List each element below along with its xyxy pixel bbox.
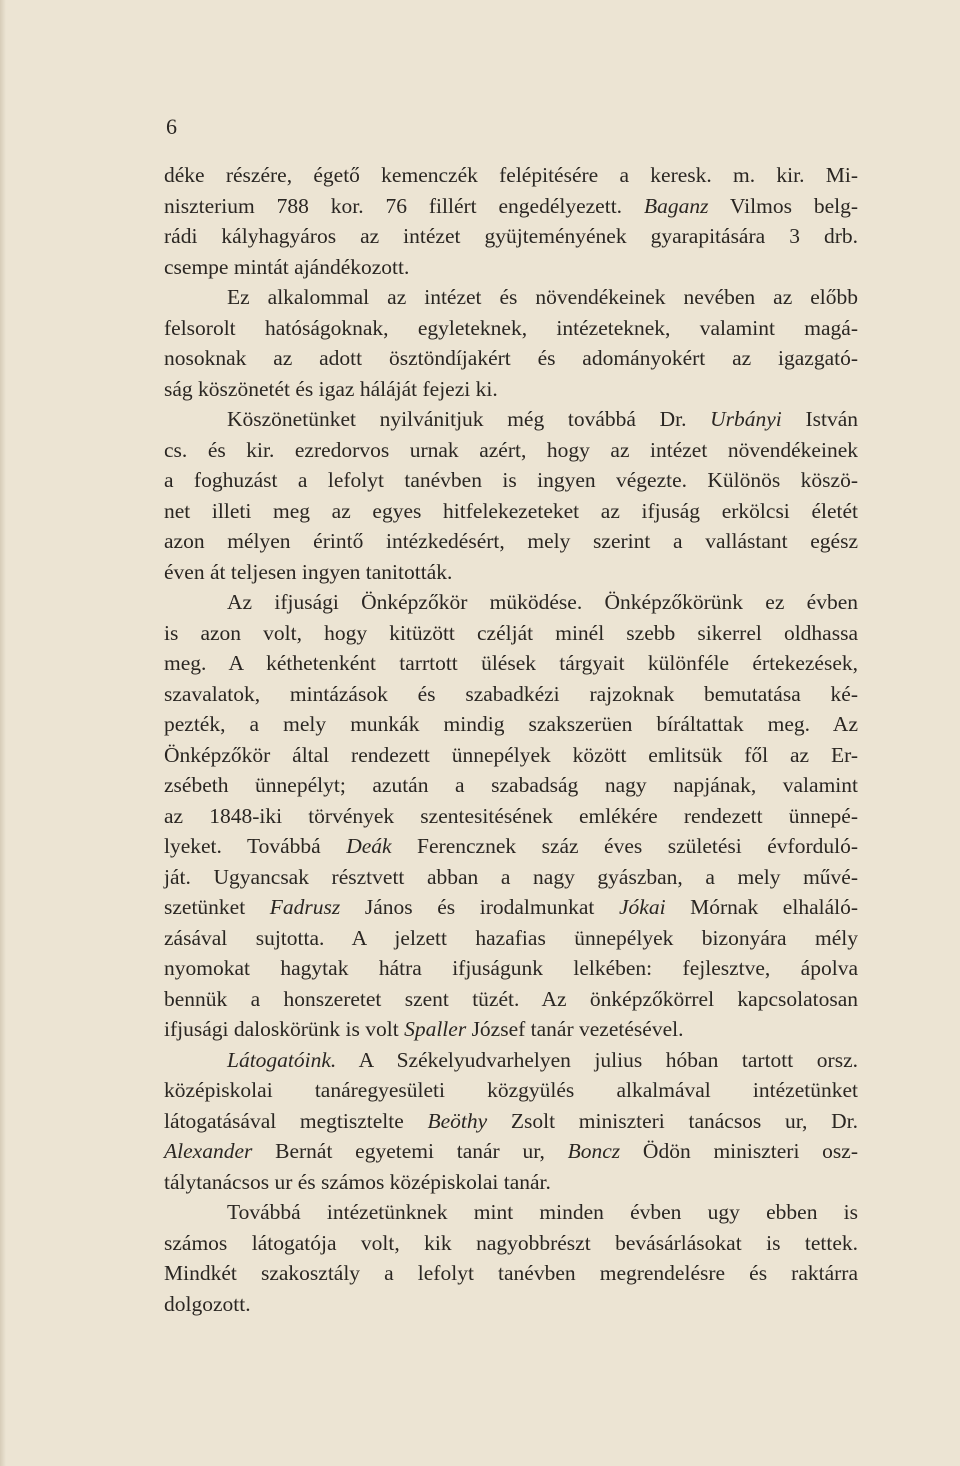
text-line xyxy=(227,404,858,434)
text-line xyxy=(164,526,858,556)
text-line xyxy=(227,587,858,617)
text-line xyxy=(164,770,858,800)
text-run: cs. és kir. ezredorvos urnak azért, hogy az intézet növendékeinek xyxy=(164,437,858,462)
text-run: Zsolt miniszteri tanácsos ur, Dr. xyxy=(487,1108,858,1133)
text-line xyxy=(164,1014,858,1044)
italic-name: Spaller xyxy=(404,1017,467,1041)
text-run: Ödön miniszteri osz- xyxy=(620,1139,859,1163)
text-run: nosoknak az adott ösztöndíjakért és adományokért az igazgató- xyxy=(164,346,858,370)
text-line xyxy=(164,1136,858,1166)
text-run: Köszönetünket nyilvánitjuk még továbbá Dr. xyxy=(227,407,711,431)
text-run: tálytanácsos ur és számos középiskolai tanár. xyxy=(164,1169,551,1194)
text-run: niszterium 788 kor. 76 fillért engedélyezett. xyxy=(164,193,644,218)
text-run: István xyxy=(781,407,858,431)
text-run: számos látogatója volt, kik nagyobbrészt bevásárlásokat is tettek. xyxy=(164,1230,858,1255)
text-line xyxy=(164,1167,858,1197)
text-run: Mórnak elhaláló- xyxy=(665,895,859,919)
text-line xyxy=(164,1258,858,1288)
text-run: zásával sujtotta. A jelzett hazafias ünnepélyek bizonyára mély xyxy=(164,925,858,950)
italic-name: Jókai xyxy=(618,895,666,919)
italic-name: Boncz xyxy=(567,1139,621,1163)
text-line xyxy=(164,1106,858,1136)
italic-name: Beöthy xyxy=(427,1108,488,1133)
text-line xyxy=(164,465,858,495)
text-line xyxy=(164,892,858,922)
text-line xyxy=(164,1228,858,1258)
text-run: ság köszönetét és igaz háláját fejezi ki. xyxy=(164,376,498,401)
text-line xyxy=(164,343,858,373)
italic-name: Baganz xyxy=(643,193,709,218)
text-run: József tanár vezetésével. xyxy=(466,1017,684,1041)
text-run: meg. A kéthetenként tarrtott ülések tárgyait különféle értekezések, xyxy=(164,651,858,675)
text-run: Ferencznek száz éves születési évforduló- xyxy=(391,834,858,858)
italic-name: Deák xyxy=(346,834,392,858)
page-number: 6 xyxy=(166,114,178,139)
text-line xyxy=(164,374,858,404)
text-line xyxy=(164,496,858,526)
text-run: Vilmos belg- xyxy=(708,193,859,218)
page-edge xyxy=(0,0,6,1466)
text-line xyxy=(164,252,858,282)
text-run: is azon volt, hogy kitüzött czélját minél szebb sikerrel oldhassa xyxy=(164,620,858,645)
text-line xyxy=(164,984,858,1014)
text-run: felsorolt hatóságoknak, egyleteknek, intézeteknek, valamint magá- xyxy=(164,315,858,340)
text-run: ját. Ugyancsak résztvett abban a nagy gyászban, a mely művé- xyxy=(164,864,858,889)
text-line xyxy=(164,557,858,587)
text-line xyxy=(164,1289,858,1319)
text-line xyxy=(164,313,858,343)
italic-name: Fadrusz xyxy=(269,895,341,919)
text-run: Ez alkalommal az intézet és növendékeinek nevében az előbb xyxy=(227,285,858,309)
text-run: dolgozott. xyxy=(164,1291,251,1316)
text-run: az 1848-iki törvények szentesitésének emlékére rendezett ünnepé- xyxy=(164,803,858,828)
text-run: zsébeth ünnepélyt; azután a szabadság nagy napjának, valamint xyxy=(164,773,858,797)
italic-name: Urbányi xyxy=(710,407,782,431)
text-run: Bernát egyetemi tanár ur, xyxy=(252,1139,568,1163)
text-line xyxy=(164,191,858,221)
text-run: csempe mintát ajándékozott. xyxy=(164,254,410,279)
text-line xyxy=(164,862,858,892)
text-run: szavalatok, mintázások és szabadkézi rajzoknak bemutatása ké- xyxy=(164,681,858,706)
text-run: lyeket. Továbbá xyxy=(164,834,347,858)
text-run: a foghuzást a lefolyt tanévben is ingyen végezte. Különös köszö- xyxy=(164,468,858,492)
text-line xyxy=(227,282,858,312)
text-run: rádi kályhagyáros az intézet gyüjteményének gyarapitására 3 drb. xyxy=(164,224,858,248)
text-line xyxy=(227,1045,858,1075)
text-line xyxy=(164,679,858,709)
text-run: déke részére, égető kemenczék felépitésére a keresk. m. kir. Mi- xyxy=(164,163,858,187)
text-line xyxy=(164,801,858,831)
text-run: azon mélyen érintő intézkedésért, mely szerint a vallástant egész xyxy=(164,529,858,553)
text-line xyxy=(164,923,858,953)
text-run: éven át teljesen ingyen tanitották. xyxy=(164,559,453,584)
text-run: ifjusági daloskörünk is volt xyxy=(164,1017,405,1041)
text-run: bennük a honszeretet szent tüzét. Az önképzőkörrel kapcsolatosan xyxy=(164,986,858,1011)
text-run: Mindkét szakosztály a lefolyt tanévben megrendelésre és raktárra xyxy=(164,1261,858,1285)
text-run: Továbbá intézetünknek mint minden évben ugy ebben is xyxy=(227,1200,858,1224)
text-run: pezték, a mely munkák mindig szakszerüen bíráltattak meg. Az xyxy=(164,712,858,736)
text-run: Az ifjusági Önképzőkör müködése. Önképzőkörünk ez évben xyxy=(227,590,858,614)
text-run: Önképzőkör által rendezett ünnepélyek között emlitsük fől az Er- xyxy=(164,742,858,767)
text-line xyxy=(164,953,858,983)
text-line xyxy=(164,648,858,678)
text-line xyxy=(164,160,858,190)
text-run: net illeti meg az egyes hitfelekezeteket az ifjuság erkölcsi életét xyxy=(164,498,858,523)
text-run: szetünket xyxy=(164,895,270,919)
text-line xyxy=(164,740,858,770)
text-run: látogatásával megtisztelte xyxy=(164,1108,428,1133)
italic-name: Látogatóink. xyxy=(227,1047,337,1072)
text-run: János és irodalmunkat xyxy=(340,895,619,919)
text-line xyxy=(164,831,858,861)
text-line xyxy=(164,1075,858,1105)
text-line xyxy=(164,221,858,251)
text-line xyxy=(227,1197,858,1227)
italic-name: Alexander xyxy=(164,1139,253,1163)
text-run: középiskolai tanáregyesületi közgyülés alkalmával intézetünket xyxy=(164,1078,858,1102)
text-run: nyomokat hagytak hátra ifjuságunk lelkében: fejlesztve, ápolva xyxy=(164,956,858,980)
text-run: A Székelyudvarhelyen julius hóban tartott orsz. xyxy=(336,1047,858,1072)
text-line xyxy=(164,618,858,648)
text-line xyxy=(164,709,858,739)
text-line xyxy=(164,435,858,465)
